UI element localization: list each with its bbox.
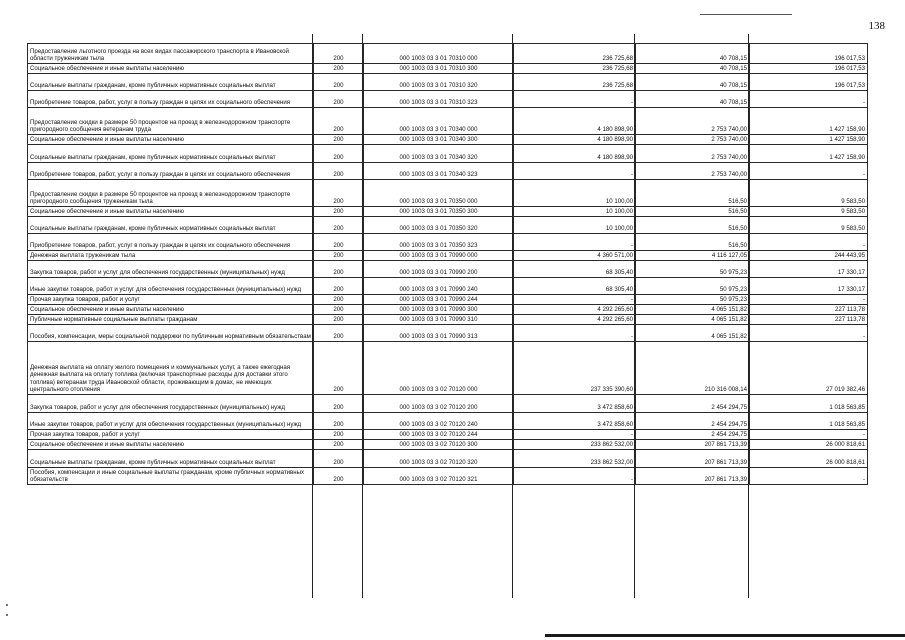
table-row xyxy=(28,440,868,450)
budget-code-cell: 000 1003 03 3 01 70990 000 xyxy=(364,251,514,261)
row-name-cell: Предоставление льготного проезда на всех видах пассажирского транспорта в Ивановской области труженикам тыла xyxy=(28,44,314,64)
row-name-cell: Денежная выплата труженикам тыла xyxy=(28,251,314,261)
scan-artifact-line xyxy=(545,634,905,637)
executed-amount-cell: 2 753 740,00 xyxy=(636,108,750,135)
row-name-cell: Прочая закупка товаров, работ и услуг xyxy=(28,430,314,440)
unexecuted-amount-cell: 196 017,53 xyxy=(750,74,868,91)
table-row xyxy=(28,295,868,305)
unexecuted-amount-cell: 9 583,50 xyxy=(750,217,868,234)
admin-code-cell: 200 xyxy=(314,325,364,342)
executed-amount-cell: 4 065 151,82 xyxy=(636,305,750,315)
row-name-cell: Приобретение товаров, работ, услуг в пользу граждан в целях их социального обеспечения xyxy=(28,234,314,251)
budget-code-cell: 000 1003 03 3 01 70990 240 xyxy=(364,278,514,295)
approved-amount-cell: - xyxy=(514,325,636,342)
row-name-cell: Иные закупки товаров, работ и услуг для обеспечения государственных (муниципальных) нужд xyxy=(28,413,314,430)
row-name-cell: Социальные выплаты гражданам, кроме публичных нормативных социальных выплат xyxy=(28,145,314,163)
row-name-cell: Прочая закупка товаров, работ и услуг xyxy=(28,295,314,305)
budget-code-cell: 000 1003 03 3 02 70120 200 xyxy=(364,395,514,413)
admin-code-cell: 200 xyxy=(314,108,364,135)
budget-code-cell: 000 1003 03 3 01 70310 320 xyxy=(364,74,514,91)
row-name-cell: Предоставление скидки в размере 50 процентов на проезд в железнодорожном транспорте пригородного сообщения труженикам тыла xyxy=(28,180,314,207)
executed-amount-cell: 2 454 294,75 xyxy=(636,430,750,440)
unexecuted-amount-cell: 17 330,17 xyxy=(750,261,868,278)
approved-amount-cell: 4 180 898,90 xyxy=(514,145,636,163)
table-row xyxy=(28,325,868,342)
budget-code-cell: 000 1003 03 3 02 70120 000 xyxy=(364,342,514,395)
row-name-cell: Социальные выплаты гражданам, кроме публичных нормативных социальных выплат xyxy=(28,450,314,468)
approved-amount-cell: 4 360 571,00 xyxy=(514,251,636,261)
budget-code-cell: 000 1003 03 3 01 70340 320 xyxy=(364,145,514,163)
table-row xyxy=(28,430,868,440)
budget-code-cell: 000 1003 03 3 01 70310 000 xyxy=(364,44,514,64)
row-name-cell: Приобретение товаров, работ, услуг в пользу граждан в целях их социального обеспечения xyxy=(28,163,314,180)
admin-code-cell: 200 xyxy=(314,135,364,145)
row-name-cell: Социальные выплаты гражданам, кроме публичных нормативных социальных выплат xyxy=(28,217,314,234)
approved-amount-cell: 3 472 858,60 xyxy=(514,395,636,413)
unexecuted-amount-cell: - xyxy=(750,325,868,342)
row-name-cell: Социальное обеспечение и иные выплаты населению xyxy=(28,305,314,315)
executed-amount-cell: 516,50 xyxy=(636,234,750,251)
executed-amount-cell: 207 861 713,39 xyxy=(636,468,750,485)
admin-code-cell: 200 xyxy=(314,413,364,430)
executed-amount-cell: 2 753 740,00 xyxy=(636,145,750,163)
budget-code-cell: 000 1003 03 3 01 70990 200 xyxy=(364,261,514,278)
executed-amount-cell: 2 454 294,75 xyxy=(636,413,750,430)
table-row xyxy=(28,44,868,64)
table-row xyxy=(28,251,868,261)
admin-code-cell: 200 xyxy=(314,305,364,315)
approved-amount-cell: 236 725,68 xyxy=(514,64,636,74)
table-row xyxy=(28,180,868,207)
budget-code-cell: 000 1003 03 3 01 70340 300 xyxy=(364,135,514,145)
budget-code-cell: 000 1003 03 3 01 70310 323 xyxy=(364,91,514,108)
budget-code-cell: 000 1003 03 3 01 70340 323 xyxy=(364,163,514,180)
approved-amount-cell: 4 180 898,90 xyxy=(514,108,636,135)
budget-code-cell: 000 1003 03 3 01 70350 300 xyxy=(364,207,514,217)
table-row xyxy=(28,305,868,315)
table-row xyxy=(28,135,868,145)
unexecuted-amount-cell: - xyxy=(750,430,868,440)
row-name-cell: Социальное обеспечение и иные выплаты населению xyxy=(28,135,314,145)
admin-code-cell: 200 xyxy=(314,91,364,108)
executed-amount-cell: 4 065 151,82 xyxy=(636,315,750,325)
approved-amount-cell: 10 100,00 xyxy=(514,207,636,217)
executed-amount-cell: 40 708,15 xyxy=(636,91,750,108)
table-row xyxy=(28,315,868,325)
approved-amount-cell: 233 862 532,00 xyxy=(514,450,636,468)
approved-amount-cell: - xyxy=(514,163,636,180)
approved-amount-cell: - xyxy=(514,295,636,305)
row-name-cell: Закупка товаров, работ и услуг для обеспечения государственных (муниципальных) нужд xyxy=(28,261,314,278)
executed-amount-cell: 210 316 008,14 xyxy=(636,342,750,395)
budget-code-cell: 000 1003 03 3 01 70990 310 xyxy=(364,315,514,325)
row-name-cell: Денежная выплата на оплату жилого помещения и коммунальных услуг, а также ежегодная денежная выплата на оплату топлива (включая транспортные расходы для доставки этого топлива) ветеранам труда Ивановской области, проживающим в домах, не имеющих центрального отопления xyxy=(28,342,314,395)
admin-code-cell: 200 xyxy=(314,440,364,450)
unexecuted-amount-cell: - xyxy=(750,295,868,305)
approved-amount-cell: 233 862 532,00 xyxy=(514,440,636,450)
admin-code-cell: 200 xyxy=(314,145,364,163)
unexecuted-amount-cell: 1 018 563,85 xyxy=(750,413,868,430)
approved-amount-cell: 4 180 898,90 xyxy=(514,135,636,145)
row-name-cell: Пособия, компенсации и иные социальные выплаты гражданам, кроме публичных нормативных обязательств xyxy=(28,468,314,485)
table-row xyxy=(28,413,868,430)
table-row xyxy=(28,145,868,163)
admin-code-cell: 200 xyxy=(314,234,364,251)
executed-amount-cell: 50 975,23 xyxy=(636,295,750,305)
budget-code-cell: 000 1003 03 3 01 70990 244 xyxy=(364,295,514,305)
budget-code-cell: 000 1003 03 3 01 70990 313 xyxy=(364,325,514,342)
row-name-cell: Социальное обеспечение и иные выплаты населению xyxy=(28,440,314,450)
row-name-cell: Социальное обеспечение и иные выплаты населению xyxy=(28,207,314,217)
row-name-cell: Пособия, компенсации, меры социальной поддержки по публичным нормативным обязательствам xyxy=(28,325,314,342)
unexecuted-amount-cell: 227 113,78 xyxy=(750,305,868,315)
table-row xyxy=(28,108,868,135)
budget-code-cell: 000 1003 03 3 01 70990 300 xyxy=(364,305,514,315)
unexecuted-amount-cell: 26 000 818,61 xyxy=(750,450,868,468)
admin-code-cell: 200 xyxy=(314,278,364,295)
executed-amount-cell: 4 065 151,82 xyxy=(636,325,750,342)
table-row xyxy=(28,395,868,413)
approved-amount-cell: - xyxy=(514,91,636,108)
admin-code-cell: 200 xyxy=(314,207,364,217)
admin-code-cell: 200 xyxy=(314,468,364,485)
executed-amount-cell: 207 861 713,39 xyxy=(636,440,750,450)
table-row xyxy=(28,450,868,468)
executed-amount-cell: 2 753 740,00 xyxy=(636,163,750,180)
table-row xyxy=(28,91,868,108)
executed-amount-cell: 516,50 xyxy=(636,217,750,234)
scan-artifact-line xyxy=(700,14,792,15)
admin-code-cell: 200 xyxy=(314,450,364,468)
budget-code-cell: 000 1003 03 3 01 70350 320 xyxy=(364,217,514,234)
approved-amount-cell: 236 725,68 xyxy=(514,74,636,91)
admin-code-cell: 200 xyxy=(314,180,364,207)
unexecuted-amount-cell: 227 113,78 xyxy=(750,315,868,325)
admin-code-cell: 200 xyxy=(314,163,364,180)
approved-amount-cell: 10 100,00 xyxy=(514,180,636,207)
budget-code-cell: 000 1003 03 3 02 70120 300 xyxy=(364,440,514,450)
budget-code-cell: 000 1003 03 3 01 70340 000 xyxy=(364,108,514,135)
table-row xyxy=(28,468,868,485)
budget-execution-table xyxy=(27,43,868,485)
unexecuted-amount-cell: 1 018 563,85 xyxy=(750,395,868,413)
row-name-cell: Социальное обеспечение и иные выплаты населению xyxy=(28,64,314,74)
unexecuted-amount-cell: - xyxy=(750,163,868,180)
approved-amount-cell: 10 100,00 xyxy=(514,217,636,234)
table-row xyxy=(28,207,868,217)
executed-amount-cell: 516,50 xyxy=(636,180,750,207)
approved-amount-cell: 68 305,40 xyxy=(514,261,636,278)
admin-code-cell: 200 xyxy=(314,74,364,91)
approved-amount-cell: 236 725,68 xyxy=(514,44,636,64)
approved-amount-cell: 4 292 265,60 xyxy=(514,305,636,315)
unexecuted-amount-cell: 244 443,95 xyxy=(750,251,868,261)
approved-amount-cell: 4 292 265,60 xyxy=(514,315,636,325)
unexecuted-amount-cell: 196 017,53 xyxy=(750,44,868,64)
executed-amount-cell: 2 753 740,00 xyxy=(636,135,750,145)
budget-code-cell: 000 1003 03 3 01 70350 000 xyxy=(364,180,514,207)
executed-amount-cell: 516,50 xyxy=(636,207,750,217)
admin-code-cell: 200 xyxy=(314,315,364,325)
row-name-cell: Приобретение товаров, работ, услуг в пользу граждан в целях их социального обеспечения xyxy=(28,91,314,108)
table-row xyxy=(28,64,868,74)
approved-amount-cell: - xyxy=(514,234,636,251)
executed-amount-cell: 207 861 713,39 xyxy=(636,450,750,468)
unexecuted-amount-cell: - xyxy=(750,468,868,485)
approved-amount-cell: 3 472 858,60 xyxy=(514,413,636,430)
row-name-cell: Социальные выплаты гражданам, кроме публичных нормативных социальных выплат xyxy=(28,74,314,91)
approved-amount-cell: - xyxy=(514,430,636,440)
table-row xyxy=(28,261,868,278)
row-name-cell: Закупка товаров, работ и услуг для обеспечения государственных (муниципальных) нужд xyxy=(28,395,314,413)
unexecuted-amount-cell: 17 330,17 xyxy=(750,278,868,295)
unexecuted-amount-cell: 26 000 818,61 xyxy=(750,440,868,450)
unexecuted-amount-cell: - xyxy=(750,91,868,108)
budget-code-cell: 000 1003 03 3 02 70120 240 xyxy=(364,413,514,430)
unexecuted-amount-cell: 9 583,50 xyxy=(750,207,868,217)
unexecuted-amount-cell: 1 427 158,90 xyxy=(750,145,868,163)
row-name-cell: Публичные нормативные социальные выплаты гражданам xyxy=(28,315,314,325)
admin-code-cell: 200 xyxy=(314,342,364,395)
admin-code-cell: 200 xyxy=(314,44,364,64)
executed-amount-cell: 4 116 127,05 xyxy=(636,251,750,261)
executed-amount-cell: 40 708,15 xyxy=(636,74,750,91)
budget-code-cell: 000 1003 03 3 02 70120 320 xyxy=(364,450,514,468)
table-row xyxy=(28,342,868,395)
unexecuted-amount-cell: - xyxy=(750,234,868,251)
row-name-cell: Иные закупки товаров, работ и услуг для обеспечения государственных (муниципальных) нужд xyxy=(28,278,314,295)
scan-artifact-dot xyxy=(6,604,8,606)
unexecuted-amount-cell: 196 017,53 xyxy=(750,64,868,74)
admin-code-cell: 200 xyxy=(314,395,364,413)
admin-code-cell: 200 xyxy=(314,217,364,234)
executed-amount-cell: 2 454 294,75 xyxy=(636,395,750,413)
executed-amount-cell: 50 975,23 xyxy=(636,261,750,278)
approved-amount-cell: 237 335 390,60 xyxy=(514,342,636,395)
table-row xyxy=(28,234,868,251)
budget-code-cell: 000 1003 03 3 01 70350 323 xyxy=(364,234,514,251)
admin-code-cell: 200 xyxy=(314,251,364,261)
executed-amount-cell: 40 708,15 xyxy=(636,64,750,74)
unexecuted-amount-cell: 9 583,50 xyxy=(750,180,868,207)
page-number: 138 xyxy=(868,20,885,32)
approved-amount-cell: 68 305,40 xyxy=(514,278,636,295)
approved-amount-cell: - xyxy=(514,468,636,485)
budget-code-cell: 000 1003 03 3 02 70120 244 xyxy=(364,430,514,440)
table-row xyxy=(28,163,868,180)
budget-code-cell: 000 1003 03 3 01 70310 300 xyxy=(364,64,514,74)
table-row xyxy=(28,74,868,91)
unexecuted-amount-cell: 27 019 382,46 xyxy=(750,342,868,395)
row-name-cell: Предоставление скидки в размере 50 процентов на проезд в железнодорожном транспорте пригородного сообщения ветеранам труда xyxy=(28,108,314,135)
admin-code-cell: 200 xyxy=(314,430,364,440)
executed-amount-cell: 40 708,15 xyxy=(636,44,750,64)
admin-code-cell: 200 xyxy=(314,295,364,305)
budget-code-cell: 000 1003 03 3 02 70120 321 xyxy=(364,468,514,485)
admin-code-cell: 200 xyxy=(314,261,364,278)
table-body xyxy=(28,44,868,485)
unexecuted-amount-cell: 1 427 158,90 xyxy=(750,108,868,135)
executed-amount-cell: 50 975,23 xyxy=(636,278,750,295)
unexecuted-amount-cell: 1 427 158,90 xyxy=(750,135,868,145)
table-row xyxy=(28,278,868,295)
table-row xyxy=(28,217,868,234)
scan-artifact-dot xyxy=(6,614,8,616)
admin-code-cell: 200 xyxy=(314,64,364,74)
